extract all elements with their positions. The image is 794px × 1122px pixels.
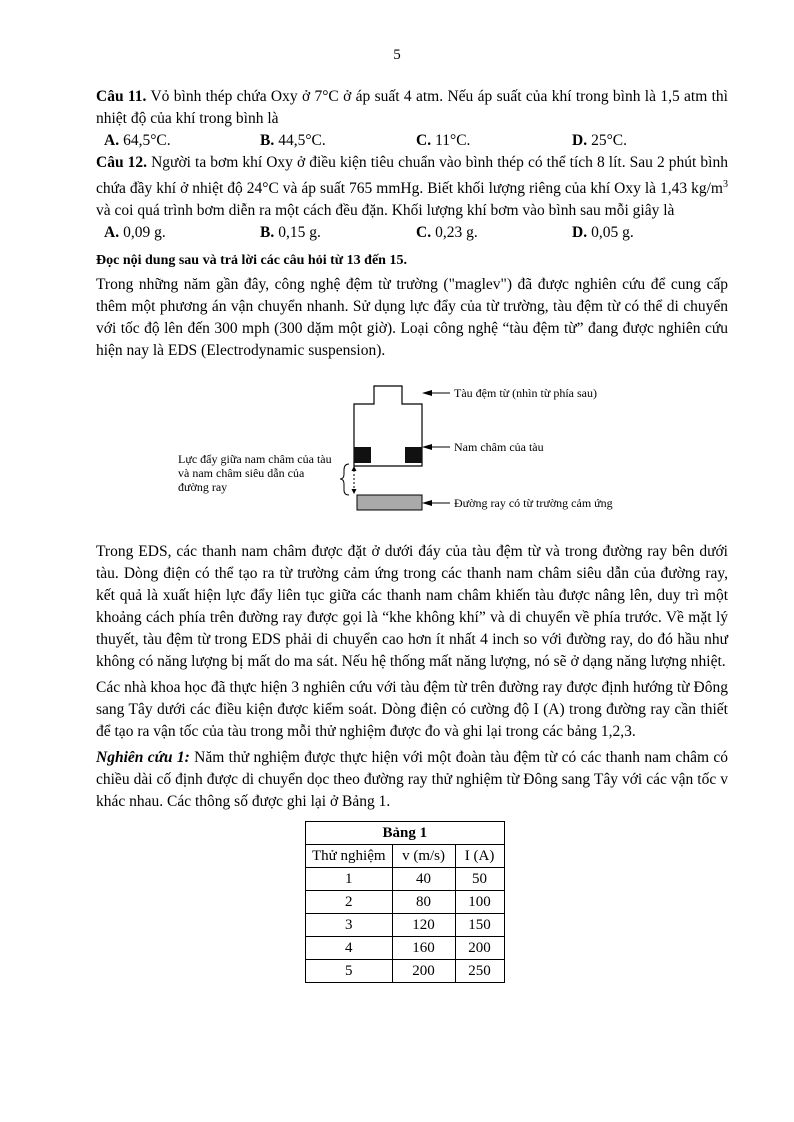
train-magnet-left (354, 447, 371, 463)
option-value: 44,5°C. (278, 132, 326, 149)
study-1-label: Nghiên cứu 1: (96, 749, 190, 767)
option-d[interactable] (572, 130, 728, 152)
maglev-diagram (96, 366, 728, 541)
table-1 (305, 821, 505, 983)
option-c[interactable] (416, 130, 572, 152)
table-cell: 3 (306, 914, 393, 937)
arrow-rail-head (422, 500, 432, 506)
page-content (96, 86, 728, 983)
table-cell: 200 (455, 937, 504, 960)
table-cell: 4 (306, 937, 393, 960)
label-train: Tàu đệm từ (nhìn từ phía sau) (454, 386, 597, 401)
option-key: B. (260, 132, 275, 149)
table-caption: Bảng 1 (306, 822, 505, 845)
question-12 (96, 152, 728, 222)
option-value: 25°C. (591, 132, 627, 149)
option-key: B. (260, 224, 275, 242)
label-force: Lực đẩy giữa nam châm của tàu và nam châm siêu dẫn của đường ray (178, 452, 332, 495)
table-row (306, 891, 505, 914)
option-key: A. (104, 224, 120, 242)
studies-paragraph: Các nhà khoa học đã thực hiện 3 nghiên cứu với tàu đệm từ trên đường ray được định hướng từ Đông sang Tây dưới các điều kiện được kiểm soát. Dòng điện có cường độ I (A) trong đường ray cần thiết để tạo ra vận tốc của tàu trong mỗi thử nghiệm được đo và ghi lại trong các bảng 1,2,3. (96, 679, 728, 741)
table-cell: 2 (306, 891, 393, 914)
eds-paragraph: Trong EDS, các thanh nam châm được đặt ở dưới đáy của tàu đệm từ và trong đường ray bên dưới tàu. Dòng điện có thể tạo ra từ trường cảm ứng trong các thanh nam châm siêu dẫn của đường ray, kết quả là xuất hiện lực đẩy liên tục giữa các thanh nam châm khiến tàu được nâng lên, duy trì một khoảng cách phía trên đường ray được gọi là “khe không khí” và di chuyển về phía trước. Về mặt lý thuyết, tàu đệm từ trong EDS phải di chuyển cao hơn ít nhất 4 inch so với đường ray, do đó hầu như không có năng lượng bị mất do ma sát. Nếu hệ thống mất năng lượng, nó sẽ ở dạng năng lượng nhiệt. (96, 543, 728, 671)
table-cell: 80 (392, 891, 455, 914)
table-row (306, 868, 505, 891)
table-cell: 1 (306, 868, 393, 891)
option-value: 0,09 g. (123, 224, 166, 242)
option-a[interactable] (104, 130, 260, 152)
label-rail: Đường ray có từ trường cảm ứng (454, 496, 613, 511)
brace-shape (340, 464, 349, 495)
study-1-paragraph (96, 747, 728, 813)
option-value: 11°C. (435, 132, 471, 149)
table-row (306, 914, 505, 937)
table-cell: 40 (392, 868, 455, 891)
table-header: v (m/s) (392, 845, 455, 868)
intro-paragraph: Trong những năm gần đây, công nghệ đệm từ trường ("maglev") đã được nghiên cứu để cung cấp thêm một phương án vận chuyển nhanh. Sử dụng lực đẩy của từ trường, tàu đệm từ có thể di chuyển với tốc độ lên đến 300 mph (300 dặm một giờ). Loại công nghệ “tàu đệm từ” đang được nghiên cứu hiện nay là EDS (Electrodynamic suspension). (96, 276, 728, 360)
option-key: D. (572, 132, 588, 149)
gap-arrow-up (352, 466, 357, 471)
table-cell: 50 (455, 868, 504, 891)
question-label: Câu 12. (96, 154, 148, 171)
question-11 (96, 86, 728, 130)
answer-options (104, 130, 728, 152)
option-value: 0,15 g. (278, 224, 321, 242)
table-cell: 250 (455, 960, 504, 983)
page-number: 5 (393, 47, 401, 63)
option-key: C. (416, 132, 432, 149)
table-cell: 100 (455, 891, 504, 914)
table-cell: 5 (306, 960, 393, 983)
option-key: C. (416, 224, 432, 242)
option-value: 0,05 g. (591, 224, 634, 242)
option-value: 64,5°C. (123, 132, 171, 149)
table-row (306, 960, 505, 983)
option-a[interactable] (104, 222, 260, 244)
option-key: A. (104, 132, 120, 149)
superscript: 3 (723, 179, 728, 190)
option-b[interactable] (260, 222, 416, 244)
arrow-train-head (422, 390, 432, 396)
section-heading: Đọc nội dung sau và trả lời các câu hỏi từ 13 đến 15. (96, 253, 407, 269)
answer-options (104, 222, 728, 244)
table-cell: 200 (392, 960, 455, 983)
rail-shape (357, 495, 422, 510)
option-key: D. (572, 224, 588, 242)
question-label: Câu 11. (96, 88, 147, 105)
table-cell: 160 (392, 937, 455, 960)
question-text-cont: và coi quá trình bơm diễn ra một cách đều đặn. Khối lượng khí bơm vào bình sau mỗi giây là (96, 202, 675, 220)
study-1-text: Năm thử nghiệm được thực hiện với một đoàn tàu đệm từ có các thanh nam châm có chiều dài cố định được di chuyển dọc theo đường ray thử nghiệm từ Đông sang Tây với các vận tốc v khác nhau. Các thông số được ghi lại ở Bảng 1. (96, 749, 728, 811)
label-magnet: Nam châm của tàu (454, 440, 544, 455)
table-header: Thử nghiệm (306, 845, 393, 868)
train-magnet-right (405, 447, 422, 463)
question-text: Người ta bơm khí Oxy ở điều kiện tiêu chuẩn vào bình thép có thể tích 8 lít. Sau 2 phút bình chứa đầy khí ở nhiệt độ 24°C và áp suất 765 mmHg. Biết khối lượng riêng của khí Oxy là 1,43 kg/m (96, 154, 728, 198)
table-header: I (A) (455, 845, 504, 868)
option-b[interactable] (260, 130, 416, 152)
table-cell: 150 (455, 914, 504, 937)
arrow-magnet-head (422, 444, 432, 450)
gap-arrow-down (352, 489, 357, 494)
option-value: 0,23 g. (435, 224, 478, 242)
option-c[interactable] (416, 222, 572, 244)
question-text: Vỏ bình thép chứa Oxy ở 7°C ở áp suất 4 atm. Nếu áp suất của khí trong bình là 1,5 atm thì nhiệt độ của khí trong bình là (96, 88, 728, 127)
option-d[interactable] (572, 222, 728, 244)
table-cell: 120 (392, 914, 455, 937)
table-row (306, 937, 505, 960)
